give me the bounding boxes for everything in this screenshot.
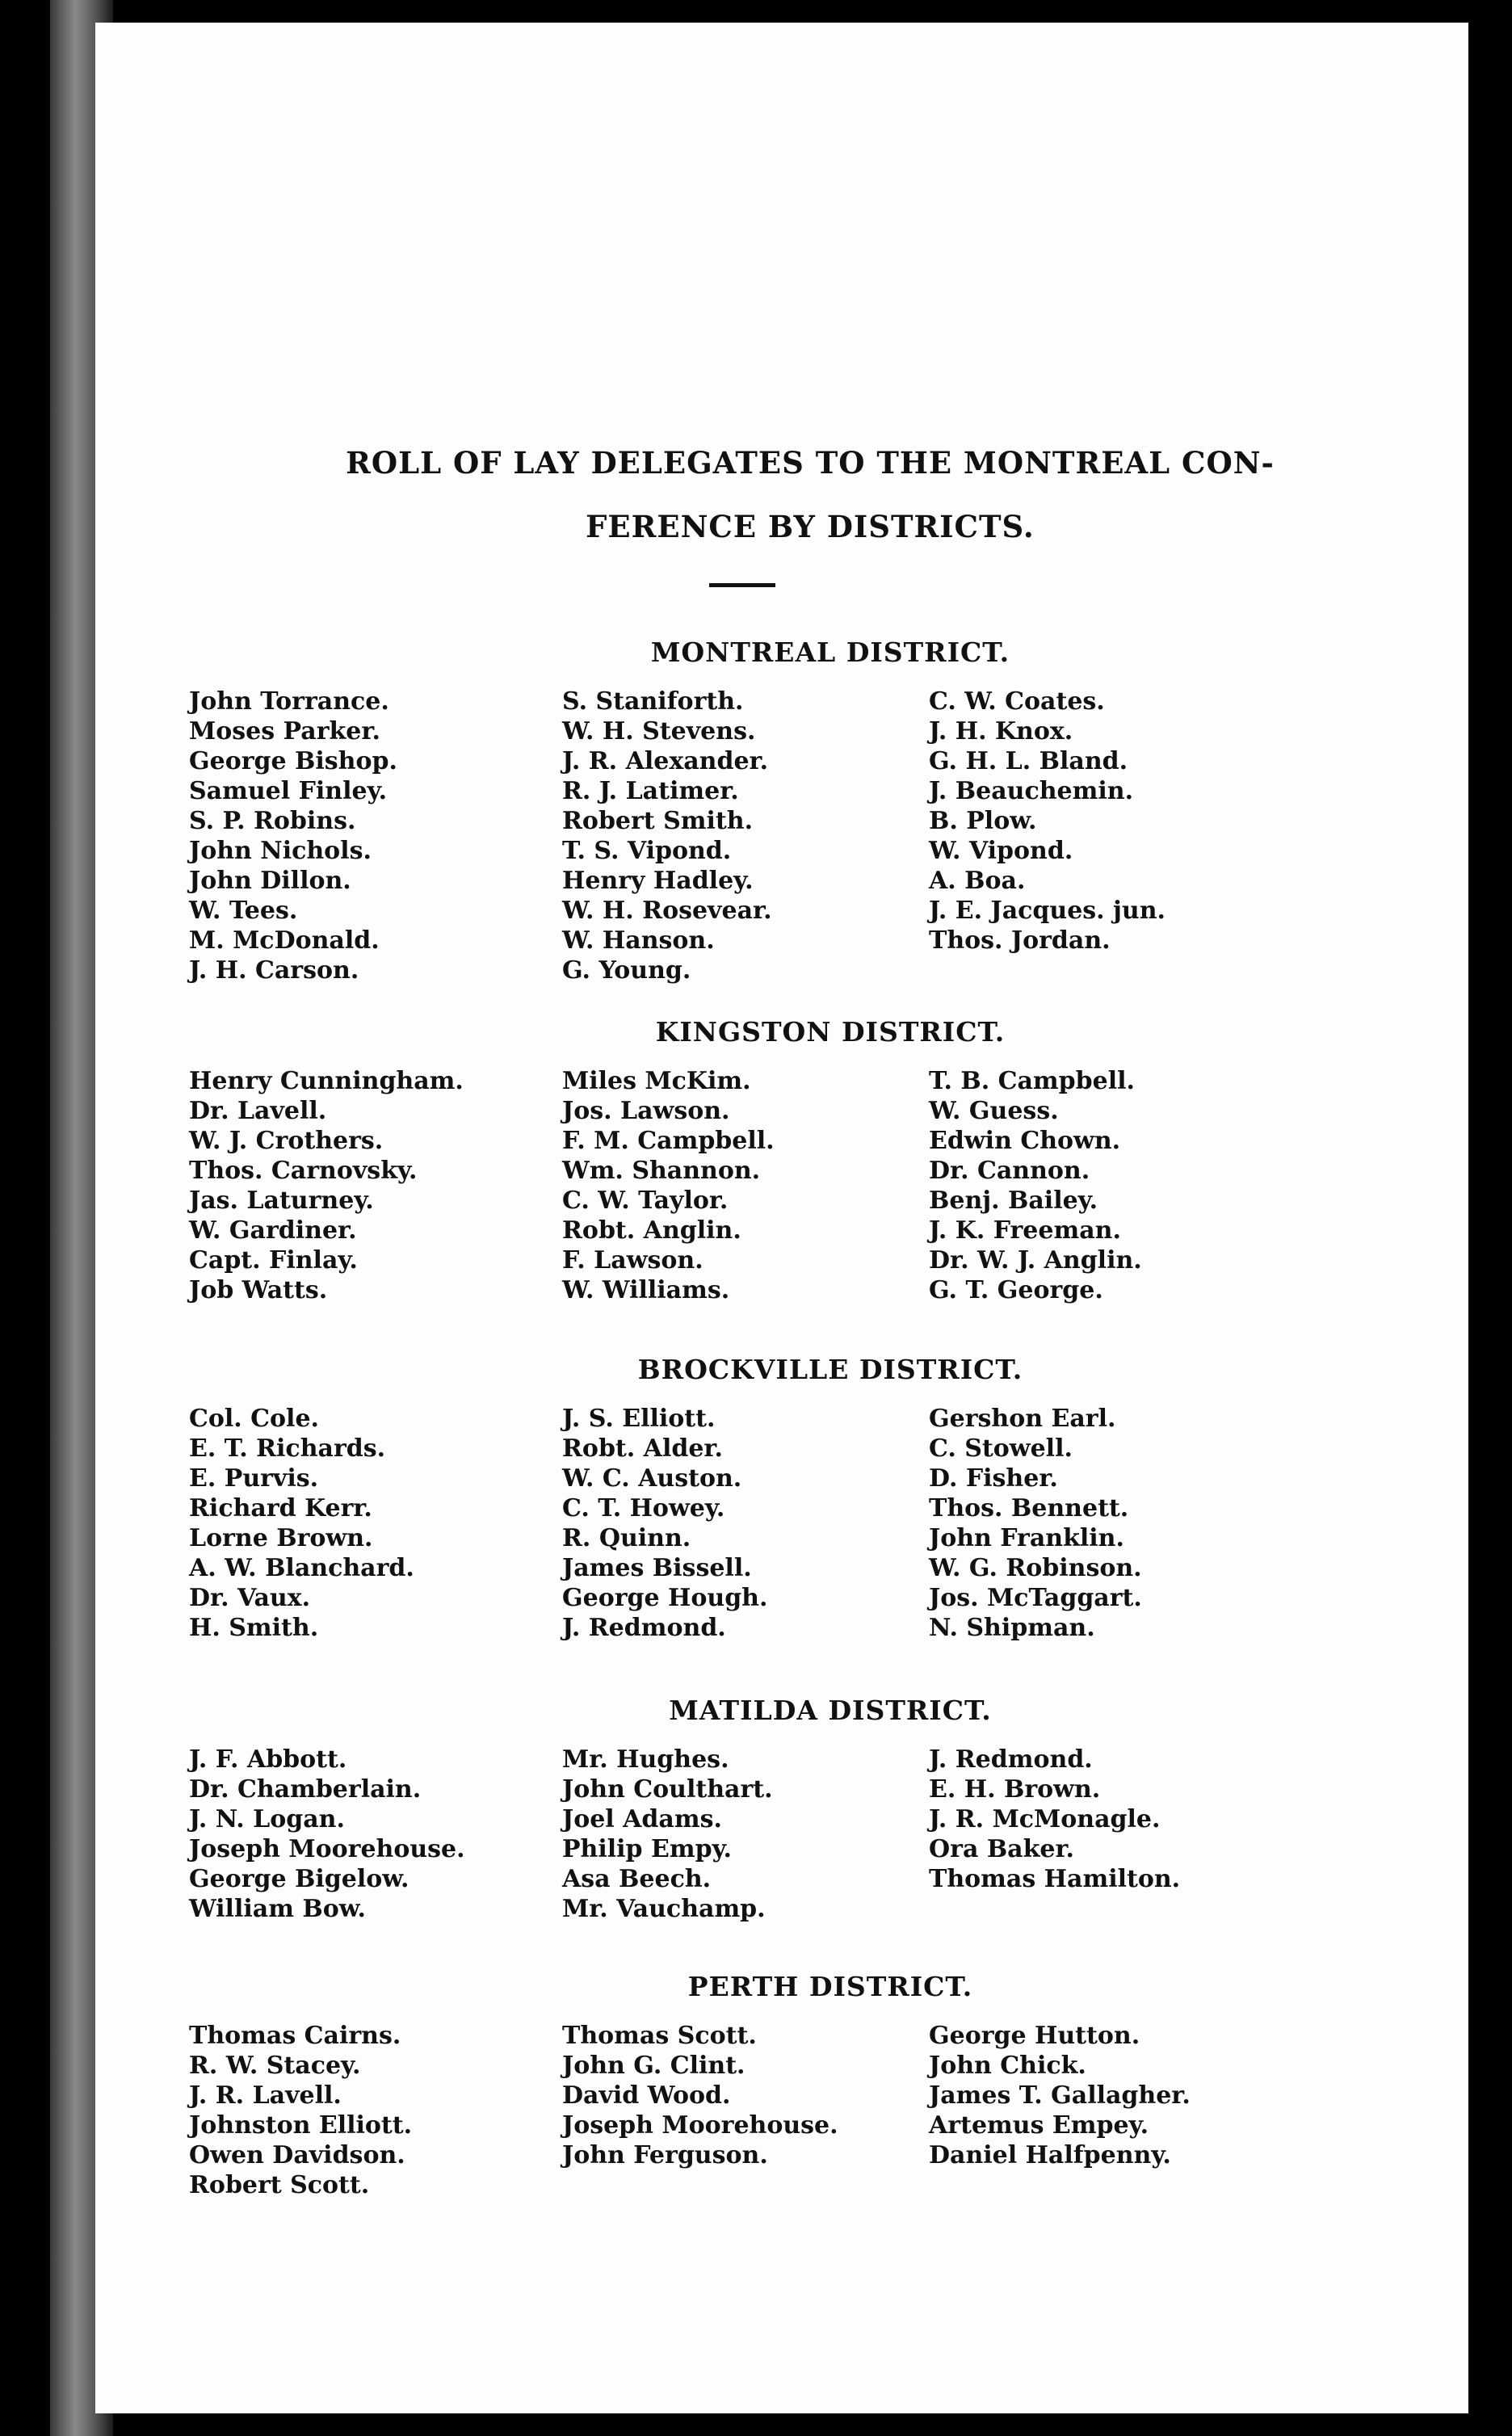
delegate-name: A. Boa. <box>929 867 1026 895</box>
delegate-column-3 <box>929 1404 1300 1643</box>
delegate-name: J. Redmond. <box>929 1745 1093 1774</box>
delegate-name: George Bishop. <box>189 747 397 775</box>
delegate-name: Dr. W. J. Anglin. <box>929 1246 1142 1275</box>
delegate-name: John G. Clint. <box>562 2052 746 2080</box>
delegate-name: N. Shipman. <box>929 1614 1095 1642</box>
delegate-name: C. W. Taylor. <box>562 1186 729 1215</box>
delegate-name: James Bissell. <box>562 1554 752 1582</box>
delegate-name: J. F. Abbott. <box>189 1745 347 1774</box>
delegate-name: Dr. Vaux. <box>189 1584 311 1612</box>
delegate-name: C. Stowell. <box>929 1434 1073 1463</box>
delegate-name: William Bow. <box>189 1895 366 1923</box>
delegate-name: G. Young. <box>562 956 691 985</box>
delegate-column-2 <box>562 2021 934 2170</box>
delegate-name: Henry Cunningham. <box>189 1067 464 1095</box>
delegate-name: Col. Cole. <box>189 1405 319 1433</box>
district-section-montreal <box>95 636 1468 985</box>
delegate-name: Benj. Bailey. <box>929 1186 1098 1215</box>
document-page <box>95 23 1468 2413</box>
delegate-name: M. McDonald. <box>189 926 380 955</box>
delegate-column-1 <box>189 2021 561 2200</box>
delegate-name: J. S. Elliott. <box>562 1405 716 1433</box>
delegate-name: James T. Gallagher. <box>929 2081 1191 2110</box>
delegate-name: T. B. Campbell. <box>929 1067 1135 1095</box>
district-section-matilda <box>95 1695 1468 1923</box>
delegate-name: W. Gardiner. <box>189 1216 357 1245</box>
delegate-name: C. W. Coates. <box>929 687 1105 716</box>
delegate-name: Robt. Anglin. <box>562 1216 741 1245</box>
delegate-name: Thomas Hamilton. <box>929 1865 1181 1893</box>
delegate-name: B. Plow. <box>929 807 1037 835</box>
delegate-name: Johnston Elliott. <box>189 2111 413 2140</box>
delegate-column-3 <box>929 1745 1300 1894</box>
delegate-name: W. J. Crothers. <box>189 1127 384 1155</box>
delegate-name: Richard Kerr. <box>189 1494 372 1522</box>
delegate-name: W. H. Rosevear. <box>562 897 772 925</box>
delegate-name: John Franklin. <box>929 1524 1124 1552</box>
delegate-name: E. Purvis. <box>189 1464 319 1493</box>
delegate-name: J. E. Jacques. jun. <box>929 897 1166 925</box>
delegate-name: Mr. Hughes. <box>562 1745 729 1774</box>
delegate-name: J. R. McMonagle. <box>929 1805 1161 1833</box>
delegate-name: Thos. Carnovsky. <box>189 1157 418 1185</box>
page-heading-line-2: FERENCE BY DISTRICTS. <box>586 509 1035 544</box>
delegate-name: John Torrance. <box>189 687 389 716</box>
delegate-name: Robt. Alder. <box>562 1434 723 1463</box>
delegate-name: George Bigelow. <box>189 1865 410 1893</box>
delegate-name: G. H. L. Bland. <box>929 747 1128 775</box>
delegate-name: Joseph Moorehouse. <box>189 1835 465 1863</box>
heading-divider-rule <box>709 583 775 587</box>
delegate-name: Dr. Cannon. <box>929 1157 1090 1185</box>
district-section-kingston <box>95 1016 1468 1304</box>
district-title: MONTREAL DISTRICT. <box>650 636 1010 668</box>
delegate-name: G. T. George. <box>929 1276 1103 1304</box>
delegate-name: Gershon Earl. <box>929 1405 1116 1433</box>
delegate-name: John Dillon. <box>189 867 351 895</box>
delegate-name: Ora Baker. <box>929 1835 1074 1863</box>
delegate-column-2 <box>562 1404 934 1643</box>
delegate-name: Dr. Chamberlain. <box>189 1775 422 1804</box>
delegate-name: J. K. Freeman. <box>929 1216 1121 1245</box>
delegate-name: Job Watts. <box>189 1276 328 1304</box>
delegate-column-3 <box>929 1066 1300 1305</box>
delegate-name: J. R. Lavell. <box>189 2081 342 2110</box>
district-title: KINGSTON DISTRICT. <box>655 1016 1006 1048</box>
delegate-name: D. Fisher. <box>929 1464 1058 1493</box>
delegate-name: Lorne Brown. <box>189 1524 373 1552</box>
delegate-name: W. H. Stevens. <box>562 717 756 746</box>
delegate-name: Samuel Finley. <box>189 777 388 805</box>
district-section-perth <box>95 1971 1468 2199</box>
district-section-brockville <box>95 1354 1468 1642</box>
delegate-name: Robert Smith. <box>562 807 754 835</box>
delegate-name: George Hutton. <box>929 2022 1140 2050</box>
delegate-name: S. P. Robins. <box>189 807 356 835</box>
delegate-name: Philip Empy. <box>562 1835 732 1863</box>
delegate-column-1 <box>189 1066 561 1305</box>
delegate-name: Artemus Empey. <box>929 2111 1149 2140</box>
delegate-column-3 <box>929 2021 1300 2170</box>
delegate-name: Henry Hadley. <box>562 867 754 895</box>
delegate-name: Capt. Finlay. <box>189 1246 358 1275</box>
delegate-name: J. H. Knox. <box>929 717 1073 746</box>
delegate-name: George Hough. <box>562 1584 768 1612</box>
delegate-name: H. Smith. <box>189 1614 319 1642</box>
delegate-name: W. Vipond. <box>929 837 1073 865</box>
delegate-column-1 <box>189 1404 561 1643</box>
delegate-name: A. W. Blanchard. <box>189 1554 414 1582</box>
delegate-name: W. G. Robinson. <box>929 1554 1142 1582</box>
delegate-name: Mr. Vauchamp. <box>562 1895 766 1923</box>
delegate-name: W. C. Auston. <box>562 1464 742 1493</box>
delegate-name: J. Beauchemin. <box>929 777 1134 805</box>
delegate-column-2 <box>562 687 934 985</box>
delegate-column-1 <box>189 687 561 985</box>
delegate-name: John Coulthart. <box>562 1775 773 1804</box>
delegate-name: Wm. Shannon. <box>562 1157 761 1185</box>
delegate-name: F. Lawson. <box>562 1246 704 1275</box>
delegate-name: Joel Adams. <box>562 1805 722 1833</box>
delegate-name: J. R. Alexander. <box>562 747 769 775</box>
delegate-name: J. H. Carson. <box>189 956 359 985</box>
delegate-name: Miles McKim. <box>562 1067 751 1095</box>
delegate-name: Owen Davidson. <box>189 2141 405 2169</box>
delegate-name: Thomas Scott. <box>562 2022 757 2050</box>
delegate-name: Thos. Jordan. <box>929 926 1111 955</box>
delegate-name: R. Quinn. <box>562 1524 691 1552</box>
delegate-name: R. J. Latimer. <box>562 777 739 805</box>
delegate-column-2 <box>562 1745 934 1924</box>
delegate-name: E. H. Brown. <box>929 1775 1101 1804</box>
delegate-name: T. S. Vipond. <box>562 837 732 865</box>
delegate-name: John Ferguson. <box>562 2141 768 2169</box>
delegate-name: W. Hanson. <box>562 926 715 955</box>
delegate-name: W. Guess. <box>929 1097 1059 1125</box>
delegate-name: Moses Parker. <box>189 717 380 746</box>
delegate-name: W. Williams. <box>562 1276 730 1304</box>
delegate-column-2 <box>562 1066 934 1305</box>
delegate-name: Joseph Moorehouse. <box>562 2111 838 2140</box>
delegate-name: Thos. Bennett. <box>929 1494 1129 1522</box>
delegate-name: Jos. McTaggart. <box>929 1584 1142 1612</box>
delegate-name: S. Staniforth. <box>562 687 744 716</box>
delegate-name: John Nichols. <box>189 837 372 865</box>
delegate-name: R. W. Stacey. <box>189 2052 361 2080</box>
delegate-name: Edwin Chown. <box>929 1127 1121 1155</box>
delegate-name: F. M. Campbell. <box>562 1127 775 1155</box>
delegate-name: John Chick. <box>929 2052 1086 2080</box>
delegate-name: J. Redmond. <box>562 1614 726 1642</box>
delegate-name: Thomas Cairns. <box>189 2022 401 2050</box>
delegate-name: E. T. Richards. <box>189 1434 386 1463</box>
delegate-name: Jos. Lawson. <box>562 1097 730 1125</box>
delegate-name: W. Tees. <box>189 897 298 925</box>
delegate-column-3 <box>929 687 1300 956</box>
delegate-name: C. T. Howey. <box>562 1494 725 1522</box>
delegate-name: Dr. Lavell. <box>189 1097 327 1125</box>
page-heading-line-1: ROLL OF LAY DELEGATES TO THE MONTREAL CON- <box>346 445 1275 481</box>
delegate-name: J. N. Logan. <box>189 1805 345 1833</box>
delegate-name: Robert Scott. <box>189 2171 370 2199</box>
district-title: BROCKVILLE DISTRICT. <box>637 1354 1023 1385</box>
delegate-name: Daniel Halfpenny. <box>929 2141 1171 2169</box>
district-title: MATILDA DISTRICT. <box>669 1695 992 1726</box>
delegate-name: Asa Beech. <box>562 1865 712 1893</box>
delegate-column-1 <box>189 1745 561 1924</box>
delegate-name: Jas. Laturney. <box>189 1186 374 1215</box>
delegate-name: David Wood. <box>562 2081 731 2110</box>
district-title: PERTH DISTRICT. <box>687 1971 973 2002</box>
